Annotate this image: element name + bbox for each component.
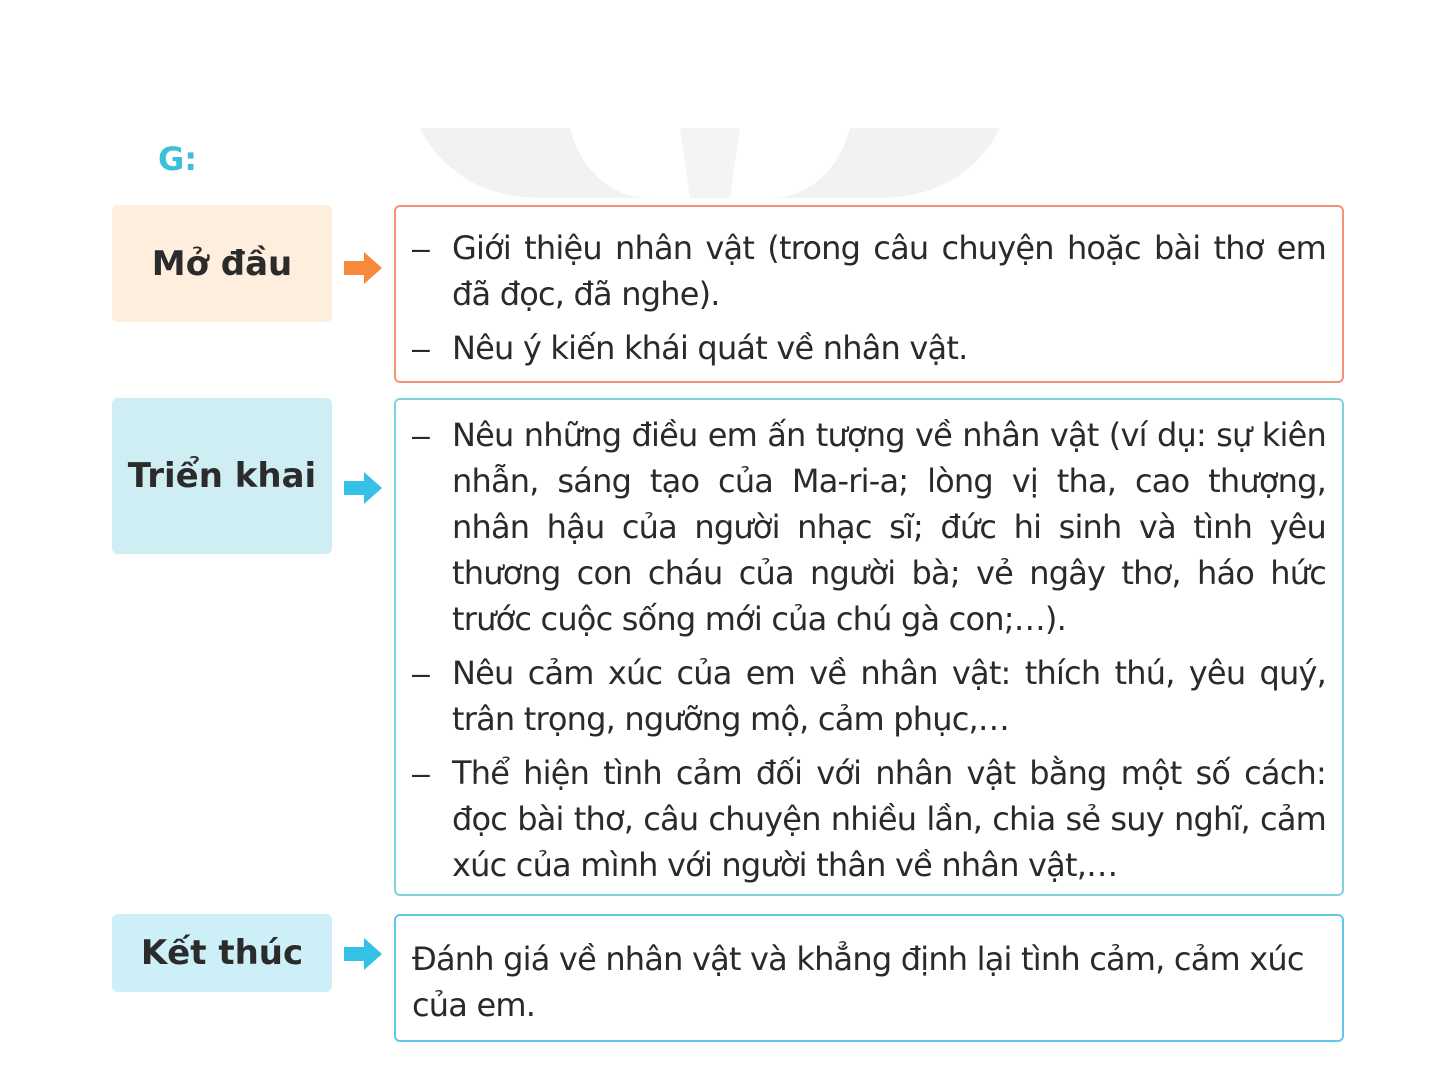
arrow-right-icon bbox=[344, 250, 384, 286]
section-label: G: bbox=[158, 140, 198, 178]
list-item bbox=[412, 750, 1326, 888]
bullet-dash: – bbox=[412, 755, 430, 791]
tag-body: Triển khai bbox=[112, 398, 332, 554]
item-text: Nêu cảm xúc của em về nhân vật: thích thú, yêu quý, trân trọng, ngưỡng mộ, cảm phục,… bbox=[452, 654, 1326, 738]
bullet-dash: – bbox=[412, 655, 430, 691]
list-item bbox=[412, 650, 1326, 742]
body-box bbox=[394, 398, 1344, 896]
item-text: Nêu ý kiến khái quát về nhân vật. bbox=[452, 329, 968, 367]
bullet-dash: – bbox=[412, 417, 430, 453]
list-item bbox=[412, 225, 1326, 317]
conclusion-text: Đánh giá về nhân vật và khẳng định lại tình cảm, cảm xúc của em. bbox=[412, 940, 1304, 1024]
item-text: Thể hiện tình cảm đối với nhân vật bằng một số cách: đọc bài thơ, câu chuyện nhiều lần, chia sẻ suy nghĩ, cảm xúc của mình với người thân về nhân vật,… bbox=[452, 754, 1326, 884]
bullet-dash: – bbox=[412, 330, 430, 366]
arrow-right-icon bbox=[344, 936, 384, 972]
arrow-right-icon bbox=[344, 470, 384, 506]
item-text: Nêu những điều em ấn tượng về nhân vật (ví dụ: sự kiên nhẫn, sáng tạo của Ma-ri-a; lòng vị tha, cao thượng, nhân hậu của người nhạc sĩ; đức hi sinh và tình yêu thương con cháu của người bà; vẻ ngây thơ, háo hức trước cuộc sống mới của chú gà con;…). bbox=[452, 416, 1326, 638]
item-text: Giới thiệu nhân vật (trong câu chuyện hoặc bài thơ em đã đọc, đã nghe). bbox=[452, 229, 1326, 313]
tag-conclusion: Kết thúc bbox=[112, 914, 332, 992]
intro-box bbox=[394, 205, 1344, 383]
conclusion-box bbox=[394, 914, 1344, 1042]
list-item bbox=[412, 412, 1326, 642]
tag-intro: Mở đầu bbox=[112, 205, 332, 322]
list-item bbox=[412, 325, 1326, 371]
bullet-dash: – bbox=[412, 230, 430, 266]
